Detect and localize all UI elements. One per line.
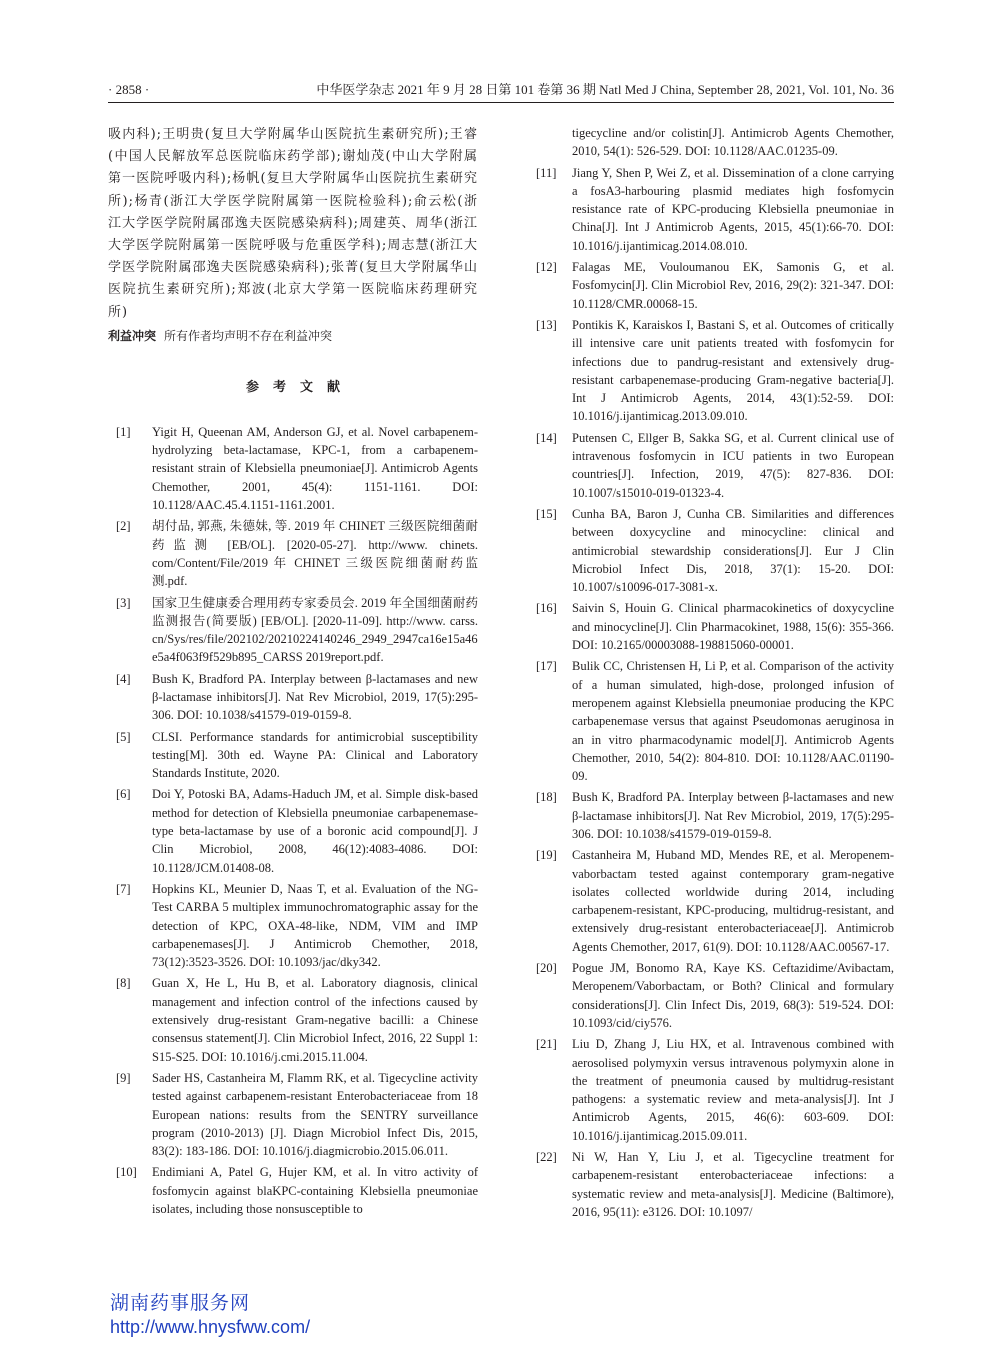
right-column [528, 124, 894, 1224]
reference-number: [2] [116, 519, 131, 534]
reference-item [108, 785, 478, 876]
reference-item [108, 423, 478, 514]
reference-item [108, 594, 478, 667]
reference-text: Sader HS, Castanheira M, Flamm RK, et al. Tigecycline activity tested against carbapenem-resistant Enterobacteriaceae from 18 European nations: results from the SENTRY surveillance program (2010-2013) [J]. Diagn Microbiol Infect Dis, 2015, 83(2): 183-186. DOI: 10.1016/j.diagmicrobio.2015.06.011. [152, 1070, 478, 1159]
reference-number: [7] [116, 881, 131, 896]
reference-number: [4] [116, 671, 131, 686]
reference-number: [12] [536, 260, 557, 275]
reference-item [108, 1163, 478, 1218]
reference-item [528, 657, 894, 785]
reference-text: Guan X, He L, Hu B, et al. Laboratory diagnosis, clinical management and infection control of the infections caused by extensively drug-resistant Gram-negative bacilli: a Chinese consensus statement[J]. Clin Microbiol Infect, 2016, 22 Suppl 1: S15-S25. DOI: 10.1016/j.cmi.2015.11.004. [152, 976, 478, 1064]
header-rule [108, 102, 894, 103]
reference-text: 国家卫生健康委合理用药专家委员会. 2019 年全国细菌耐药监测报告(简要版) [EB/OL]. [2020-11-09]. http://www. carss. cn/Sys/res/file/202102/20210224140246_2949_2947ca16e15a46e5a4f063f9f529b895_CARSS 2019report.pdf. [152, 595, 478, 665]
reference-item [108, 880, 478, 971]
reference-number: [10] [116, 1165, 137, 1180]
reference-number: [20] [536, 961, 557, 976]
reference-number: [3] [116, 595, 131, 610]
reference-number: [17] [536, 659, 557, 674]
reference-item [108, 728, 478, 783]
reference-text: Bush K, Bradford PA. Interplay between β-lactamases and new β-lactamase inhibitors[J]. Nat Rev Microbiol, 2019, 17(5):295-306. DOI: 10.1038/s41579-019-0159-8. [152, 671, 478, 723]
conflict-of-interest [108, 326, 478, 346]
running-header [108, 80, 894, 100]
reference-text: Saivin S, Houin G. Clinical pharmacokinetics of doxycycline and minocycline[J]. Clin Pharmacokinet, 1988, 15(6): 355-366. DOI: 10.2165/00003088-198815060-00001. [572, 601, 894, 653]
conflict-label: 利益冲突 [108, 328, 157, 343]
acknowledgement-text: 吸内科);王明贵(复旦大学附属华山医院抗生素研究所);王睿(中国人民解放军总医院临床药学部);谢灿茂(中山大学附属第一医院呼吸内科);杨帆(复旦大学附属华山医院抗生素研究所);杨青(浙江大学医学院附属第一医院检验科);俞云松(浙江大学医学院附属邵逸夫医院感染病科);周建英、周华(浙江大学医学院附属第一医院呼吸与危重医学科);周志慧(浙江大学医学院附属邵逸夫医院感染病科);张菁(复旦大学附属华山医院抗生素研究所);郑波(北京大学第一医院临床药理研究所) [108, 127, 478, 320]
reference-number: [1] [116, 424, 131, 439]
reference-text: Jiang Y, Shen P, Wei Z, et al. Dissemination of a clone carrying a fosA3-harbouring plasmid mediates high fosfomycin resistance rate of KPC-producing Klebsiella pneumoniae in China[J]. Int J Antimicrob Agents, 2015, 45(1):66-70. DOI: 10.1016/j.ijantimicag.2014.08.010. [572, 165, 894, 253]
reference-number: [9] [116, 1070, 131, 1085]
reference-item [108, 974, 478, 1065]
reference-list-right [528, 124, 894, 1221]
journal-citation: 中华医学杂志 2021 年 9 月 28 日第 101 卷第 36 期 Natl Med J China, September 28, 2021, Vol. 101, No. 36 [316, 82, 894, 97]
reference-text: CLSI. Performance standards for antimicrobial susceptibility testing[M]. 30th ed. Wayne PA: Clinical and Laboratory Standards Institute, 2020. [152, 729, 478, 781]
reference-number: [18] [536, 790, 557, 805]
reference-item [528, 505, 894, 596]
reference-text: Bush K, Bradford PA. Interplay between β-lactamases and new β-lactamase inhibitors[J]. Nat Rev Microbiol, 2019, 17(5):295-306. DOI: 10.1038/s41579-019-0159-8. [572, 790, 894, 841]
reference-item [528, 316, 894, 426]
reference-item [528, 124, 894, 161]
reference-item [108, 517, 478, 590]
reference-text: Ni W, Han Y, Liu J, et al. Tigecycline treatment for carbapenem-resistant enterobacteriaceae infections: a systematic review and meta-analysis[J]. Medicine (Baltimore), 2016, 95(11): e3126. DOI: 10.1097/ [572, 1150, 894, 1219]
reference-text: Castanheira M, Huband MD, Mendes RE, et al. Meropenem-vaborbactam tested against contemporary gram-negative isolates collected worldwide during 2014, including carbapenem-resistant, KPC-producing, multidrug-resistant, and extensively drug-resistant enterobacteriaceae[J]. Antimicrob Agents Chemother, 2017, 61(9). DOI: 10.1128/AAC.00567-17. [572, 848, 894, 954]
reference-number: [21] [536, 1037, 557, 1052]
reference-item [528, 429, 894, 502]
reference-item [528, 846, 894, 956]
reference-text: Liu D, Zhang J, Liu HX, et al. Intravenous combined with aerosolised polymyxin versus intravenous polymyxin alone in the treatment of pneumonia caused by multidrug-resistant pathogens: a systematic review and meta-analysis[J]. Int J Antimicrob Agents, 2015, 46(6): 603-609. DOI: 10.1016/j.ijantimicag.2015.09.011. [572, 1037, 894, 1143]
reference-text: Hopkins KL, Meunier D, Naas T, et al. Evaluation of the NG-Test CARBA 5 multiplex immunochromatographic assay for the detection of KPC, OXA-48-like, NDM, VIM and IMP carbapenemases[J]. J Antimicrob Chemother, 2018, 73(12):3523-3526. DOI: 10.1093/jac/dky342. [152, 881, 478, 970]
reference-item [528, 1035, 894, 1145]
reference-number: [13] [536, 317, 557, 332]
reference-number: [6] [116, 787, 131, 802]
reference-item [108, 670, 478, 725]
reference-list-left [108, 423, 478, 1218]
reference-number: [5] [116, 729, 131, 744]
reference-number: [11] [536, 165, 557, 180]
reference-item [528, 164, 894, 255]
reference-number: [16] [536, 601, 557, 616]
reference-text: Putensen C, Ellger B, Sakka SG, et al. Current clinical use of intravenous fosfomycin in ICU patients in two European countries[J]. Infection, 2019, 47(5): 827-836. DOI: 10.1007/s15010-019-01323-4. [572, 430, 894, 500]
reference-text: 胡付品, 郭燕, 朱德妹, 等. 2019 年 CHINET 三级医院细菌耐药监测 [EB/OL]. [2020-05-27]. http://www. chinets. com/Content/File/2019 年 CHINET 三级医院细菌耐药监测.pdf. [152, 519, 478, 589]
watermark-url[interactable]: http://www.hnysfww.com/ [110, 1317, 311, 1337]
reference-item [528, 599, 894, 654]
reference-item [108, 1069, 478, 1160]
reference-number: [8] [116, 976, 131, 991]
reference-text: tigecycline and/or colistin[J]. Antimicrob Agents Chemother, 2010, 54(1): 526-529. DOI: 10.1128/AAC.01235-09. [572, 126, 894, 159]
watermark-name: 湖南药事服务网 [110, 1293, 251, 1314]
reference-text: Yigit H, Queenan AM, Anderson GJ, et al. Novel carbapenem-hydrolyzing beta-lactamase, KPC-1, from a carbapenem-resistant strain of Klebsiella pneumoniae[J]. Antimicrob Agents Chemother, 2001, 45(4): 1151-1161. DOI: 10.1128/AAC.45.4.1151-1161.2001. [152, 424, 478, 513]
reference-number: [22] [536, 1150, 557, 1165]
reference-number: [15] [536, 506, 557, 521]
references-heading: 参考文献 [245, 379, 354, 395]
page-number: · 2858 · [108, 82, 150, 97]
left-column [108, 124, 478, 1221]
reference-text: Pogue JM, Bonomo RA, Kaye KS. Ceftazidime/Avibactam, Meropenem/Vaborbactam, or Both? Clinical and formulary considerations[J]. Clin Infect Dis, 2019, 68(3): 519-524. DOI: 10.1093/cid/ciy576. [572, 961, 894, 1030]
reference-text: Cunha BA, Baron J, Cunha CB. Similarities and differences between doxycycline and minocycline: clinical and antimicrobial stewardship considerations[J]. Eur J Clin Microbiol Infect Dis, 2018, 37(1): 15-20. DOI: 10.1007/s10096-017-3081-x. [572, 506, 894, 595]
reference-number: [19] [536, 848, 557, 863]
conflict-text: 所有作者均声明不存在利益冲突 [164, 328, 333, 343]
reference-text: Endimiani A, Patel G, Hujer KM, et al. In vitro activity of fosfomycin against blaKPC-containing Klebsiella pneumoniae isolates, including those nonsusceptible to [152, 1165, 478, 1216]
reference-text: Falagas ME, Vouloumanou EK, Samonis G, et al. Fosfomycin[J]. Clin Microbiol Rev, 2016, 29(2): 321-347. DOI: 10.1128/CMR.00068-15. [572, 260, 894, 311]
reference-number: [14] [536, 430, 557, 445]
reference-text: Doi Y, Potoski BA, Adams-Haduch JM, et al. Simple disk-based method for detection of Klebsiella pneumoniae carbapenemase-type beta-lactamase by use of a boronic acid compound[J]. J Clin Microbiol, 2008, 46(12):4083-4086. DOI: 10.1128/JCM.01408-08. [152, 787, 478, 875]
reference-text: Bulik CC, Christensen H, Li P, et al. Comparison of the activity of a human simulated, high-dose, prolonged infusion of meropenem against Klebsiella pneumoniae producing the KPC carbapenemase versus that against Pseudomonas aeruginosa in an in vitro pharmacodynamic model[J]. Antimicrob Agents Chemother, 2010, 54(2): 804-810. DOI: 10.1128/AAC.01190-09. [572, 659, 894, 784]
reference-text: Pontikis K, Karaiskos I, Bastani S, et al. Outcomes of critically ill intensive care unit patients treated with fosfomycin for infections due to pandrug-resistant and extensively drug-resistant carbapenemase-producing Gram-negative bacteria[J]. Int J Antimicrob Agents, 2014, 43(1):52-59. DOI: 10.1016/j.ijantimicag.2013.09.010. [572, 317, 894, 424]
reference-item [528, 959, 894, 1032]
watermark [110, 1292, 310, 1338]
reference-item [528, 258, 894, 313]
reference-item [528, 788, 894, 843]
reference-item [528, 1148, 894, 1221]
